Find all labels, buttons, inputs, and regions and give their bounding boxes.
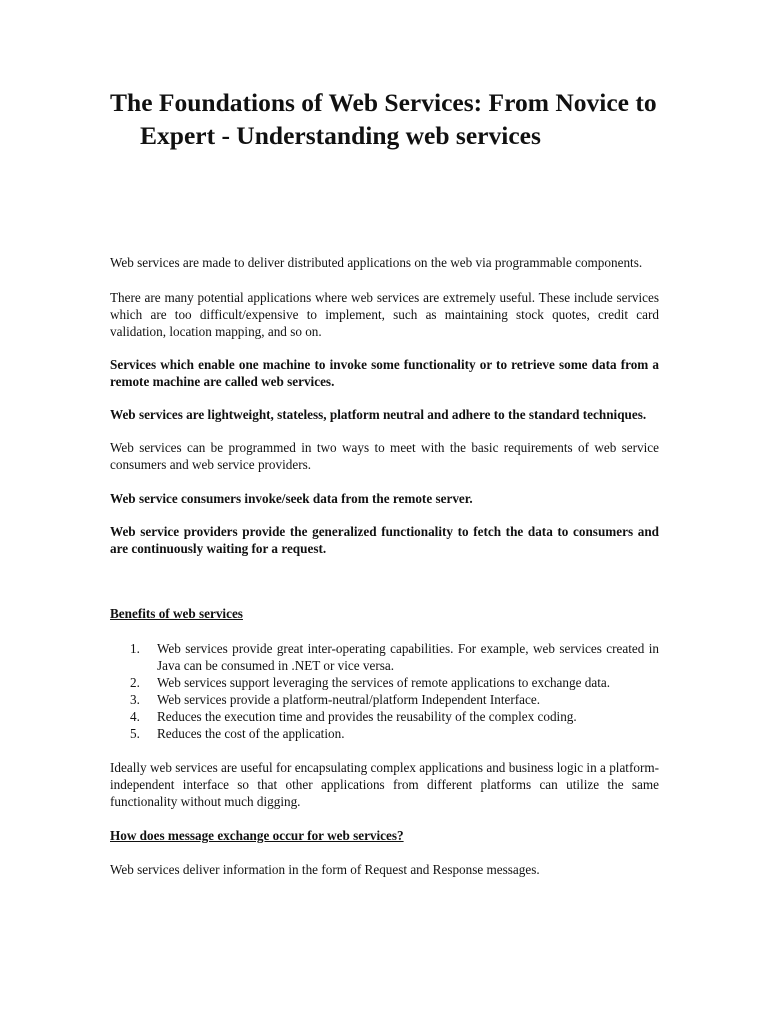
benefit-item [110, 725, 659, 742]
benefit-text: Web services support leveraging the services of remote applications to exchange data. [157, 675, 611, 690]
programming-paragraph: Web services can be programmed in two ways to meet with the basic requirements of web service consumers and web service providers. [110, 440, 659, 472]
intro-paragraph: Web services are made to deliver distributed applications on the web via programmable components. [110, 255, 643, 270]
benefit-text: Reduces the execution time and provides the reusability of the complex coding. [157, 709, 577, 724]
definition-paragraph: Services which enable one machine to invoke some functionality or to retrieve some data from a remote machine are called web services. [110, 357, 659, 389]
benefit-number: 5. [130, 726, 140, 741]
message-exchange-heading: How does message exchange occur for web services? [110, 828, 404, 843]
consumers-paragraph: Web service consumers invoke/seek data from the remote server. [110, 491, 473, 506]
applications-paragraph: There are many potential applications where web services are extremely useful. These include services which are too difficult/expensive to implement, such as maintaining stock quotes, credit card validation, location mapping, and so on. [110, 290, 659, 339]
document-body [110, 254, 659, 878]
benefit-text: Web services provide great inter-operating capabilities. For example, web services created in Java can be consumed in .NET or vice versa. [157, 641, 659, 673]
benefits-heading: Benefits of web services [110, 606, 243, 621]
document-title: The Foundations of Web Services: From Novice to Expert - Understanding web services [110, 88, 657, 150]
benefit-number: 2. [130, 675, 140, 690]
benefits-list [110, 640, 659, 742]
benefit-text: Reduces the cost of the application. [157, 726, 345, 741]
benefit-item [110, 691, 659, 708]
benefit-number: 1. [130, 641, 140, 656]
benefit-item [110, 640, 659, 674]
summary-paragraph: Ideally web services are useful for encapsulating complex applications and business logic in a platform-independent interface so that other applications from different platforms can utilize the same functionality without much digging. [110, 760, 659, 809]
benefit-number: 3. [130, 692, 140, 707]
benefit-item [110, 674, 659, 691]
benefit-number: 4. [130, 709, 140, 724]
message-exchange-paragraph: Web services deliver information in the form of Request and Response messages. [110, 862, 540, 877]
benefit-text: Web services provide a platform-neutral/platform Independent Interface. [157, 692, 541, 707]
providers-paragraph: Web service providers provide the generalized functionality to fetch the data to consumers and are continuously waiting for a request. [110, 524, 659, 556]
characteristics-paragraph: Web services are lightweight, stateless, platform neutral and adhere to the standard techniques. [110, 407, 647, 422]
benefit-item [110, 708, 659, 725]
